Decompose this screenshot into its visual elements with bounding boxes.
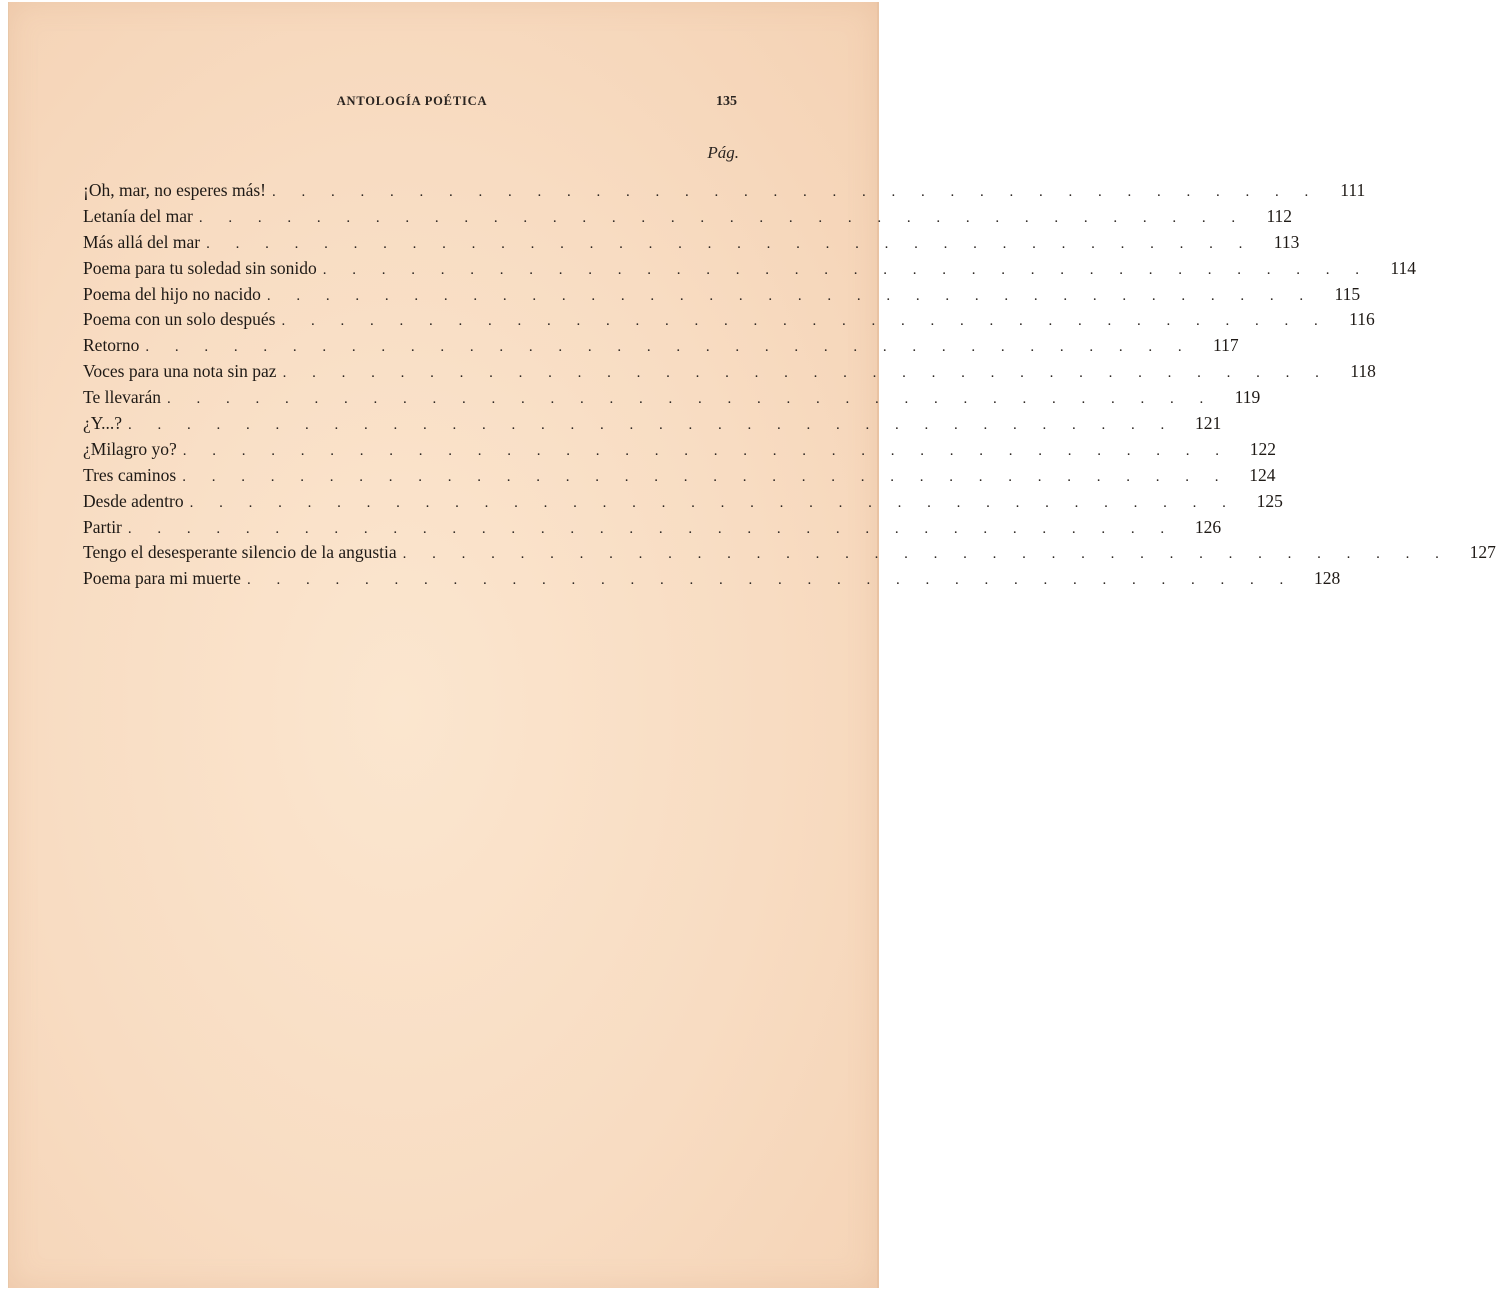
toc-entry-title: Tres caminos (83, 464, 177, 485)
toc-entry-title: Letanía del mar (83, 205, 193, 226)
dot-leader: . . . . . . . . . . . . . . . . . . . . . . . . . . . . . . . . . . . . (246, 572, 1295, 589)
book-page (8, 2, 1496, 1288)
toc-entry-title: Poema para tu soledad sin sonido (83, 257, 317, 278)
toc-entry (83, 282, 1361, 308)
dot-leader: . . . . . . . . . . . . . . . . . . . . . . . . . . . . . . . . . . . . (145, 339, 1193, 356)
toc-entry-page: 125 (1256, 490, 1283, 511)
toc-entry-page: 119 (1234, 387, 1261, 408)
toc-entry-page: 128 (1313, 568, 1341, 589)
toc-entry-page: 112 (1266, 205, 1293, 226)
dot-leader: . . . . . . . . . . . . . . . . . . . . . . . . . . . . . . . . . . . . (189, 494, 1237, 511)
toc-entry-page: 111 (1340, 180, 1366, 200)
dot-leader: . . . . . . . . . . . . . . . . . . . . . . . . . . . . . . . . . . . . (198, 209, 1247, 226)
toc-entry-title: Más allá del mar (83, 231, 201, 252)
toc-entry-page: 122 (1249, 438, 1277, 459)
dot-leader: . . . . . . . . . . . . . . . . . . . . . . . . . . . . . . . . . . . . (166, 391, 1215, 408)
dot-leader: . . . . . . . . . . . . . . . . . . . . . . . . . . . . . . . . . . . . (282, 365, 1330, 382)
toc-entry-title: ¿Y...? (83, 413, 123, 434)
toc-entry (83, 566, 1341, 592)
dot-leader: . . . . . . . . . . . . . . . . . . . . . . . . . . . . . . . . . . . . (182, 442, 1231, 459)
toc-entry-title: Te llevarán (83, 387, 161, 408)
toc-entry (83, 359, 1376, 385)
toc-entry (83, 307, 1375, 333)
toc-entry-page: 121 (1195, 413, 1222, 434)
toc-entry-title: Partir (83, 516, 122, 537)
dot-leader: . . . . . . . . . . . . . . . . . . . . . . . . . . . . . . . . . . . . (182, 468, 1230, 485)
toc-entry-page: 127 (1469, 542, 1496, 563)
toc-entry (83, 515, 1222, 541)
toc-entry-title: ¿Milagro yo? (83, 438, 177, 459)
dot-leader: . . . . . . . . . . . . . . . . . . . . . . . . . . . . . . . . . . . . (128, 417, 1176, 434)
toc-entry-title: Tengo el desesperante silencio de la angustia (83, 542, 397, 563)
toc-entry-page: 117 (1213, 335, 1239, 356)
toc-entry-page: 116 (1349, 309, 1375, 330)
toc-entry-page: 115 (1334, 283, 1361, 304)
toc-entry-title: Voces para una nota sin paz (83, 361, 277, 382)
table-of-contents (83, 178, 1496, 592)
toc-entry-page: 126 (1194, 516, 1222, 537)
dot-leader: . . . . . . . . . . . . . . . . . . . . . . . . . . . . . . . . . . . . (281, 313, 1329, 330)
toc-entry (83, 256, 1417, 282)
toc-entry (83, 178, 1366, 204)
dot-leader: . . . . . . . . . . . . . . . . . . . . . . . . . . . . . . . . . . . . (402, 546, 1450, 563)
toc-entry (83, 540, 1496, 566)
dot-leader: . . . . . . . . . . . . . . . . . . . . . . . . . . . . . . . . . . . . (127, 520, 1176, 537)
toc-entry-page: 113 (1273, 231, 1300, 252)
toc-entry (83, 437, 1277, 463)
toc-entry-page: 124 (1249, 464, 1276, 485)
toc-entry (83, 230, 1300, 256)
toc-entry-title: Poema con un solo después (83, 309, 276, 330)
dot-leader: . . . . . . . . . . . . . . . . . . . . . . . . . . . . . . . . . . . . (272, 184, 1320, 200)
toc-entry (83, 463, 1276, 489)
page-number: 135 (716, 94, 737, 109)
dot-leader: . . . . . . . . . . . . . . . . . . . . . . . . . . . . . . . . . . . . (206, 235, 1254, 252)
toc-entry-title: Retorno (83, 335, 140, 356)
toc-entry-page: 114 (1390, 257, 1417, 278)
running-title: ANTOLOGÍA POÉTICA (336, 94, 488, 108)
page-column-label: Pág. (707, 143, 739, 162)
toc-entry-title: ¡Oh, mar, no esperes más! (83, 180, 266, 200)
toc-entry-title: Poema para mi muerte (83, 568, 241, 589)
toc-entry (83, 333, 1239, 359)
toc-entry (83, 489, 1283, 515)
dot-leader: . . . . . . . . . . . . . . . . . . . . . . . . . . . . . . . . . . . . (266, 287, 1315, 304)
toc-entry-title: Desde adentro (83, 490, 184, 511)
toc-entry (83, 385, 1261, 411)
dot-leader: . . . . . . . . . . . . . . . . . . . . . . . . . . . . . . . . . . . . (322, 261, 1371, 278)
toc-entry (83, 204, 1293, 230)
toc-entry-page: 118 (1350, 361, 1376, 382)
toc-entry (83, 411, 1222, 437)
toc-entry-title: Poema del hijo no nacido (83, 283, 261, 304)
